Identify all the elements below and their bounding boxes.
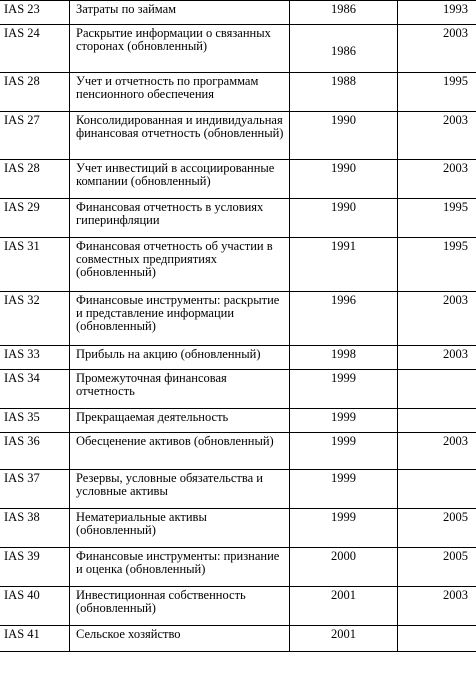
table-row [0,199,476,238]
title-cell: Резервы, условные обязательства и условные активы [70,470,290,509]
table-row [0,238,476,292]
title-cell: Прекращаемая деятельность [70,409,290,433]
year-revised-cell: 2003 [398,25,476,73]
std-cell: IAS 24 [0,25,70,73]
year-issued-cell: 1999 [290,470,398,509]
table-row [0,433,476,470]
year-revised-cell: 1995 [398,238,476,292]
year-issued-cell: 1986 [290,25,398,73]
table-row [0,1,476,25]
title-cell: Затраты по займам [70,1,290,25]
std-cell: IAS 27 [0,112,70,160]
std-cell: IAS 38 [0,509,70,548]
table-row [0,25,476,73]
title-cell: Финансовая отчетность об участии в совместных предприятиях (обновленный) [70,238,290,292]
std-cell: IAS 29 [0,199,70,238]
year-issued-cell: 1986 [290,1,398,25]
year-revised-cell [398,370,476,409]
year-revised-cell: 2005 [398,548,476,587]
table-row [0,409,476,433]
year-revised-cell: 2003 [398,160,476,199]
std-cell: IAS 34 [0,370,70,409]
title-cell: Промежуточная финансовая отчетность [70,370,290,409]
title-cell: Сельское хозяйство [70,626,290,652]
title-cell: Финансовые инструменты: раскрытие и представление информации (обновленный) [70,292,290,346]
title-cell: Инвестиционная собственность (обновленный) [70,587,290,626]
std-cell: IAS 32 [0,292,70,346]
year-issued-cell: 1999 [290,509,398,548]
title-cell: Учет инвестиций в ассоциированные компании (обновленный) [70,160,290,199]
table-row [0,626,476,652]
std-cell: IAS 35 [0,409,70,433]
title-cell: Финансовая отчетность в условиях гиперинфляции [70,199,290,238]
std-cell: IAS 37 [0,470,70,509]
year-issued-cell: 1999 [290,370,398,409]
std-cell: IAS 39 [0,548,70,587]
year-revised-cell: 1993 [398,1,476,25]
title-cell: Консолидированная и индивидуальная финансовая отчетность (обновленный) [70,112,290,160]
table-row [0,587,476,626]
year-revised-cell: 2005 [398,509,476,548]
table-row [0,346,476,370]
year-issued-cell: 1990 [290,160,398,199]
title-cell: Раскрытие информации о связанных сторонах (обновленный) [70,25,290,73]
std-cell: IAS 31 [0,238,70,292]
year-revised-cell: 1995 [398,199,476,238]
table-row [0,548,476,587]
year-issued-cell: 1999 [290,409,398,433]
year-issued-cell: 1998 [290,346,398,370]
title-cell: Учет и отчетность по программам пенсионного обеспечения [70,73,290,112]
title-cell: Нематериальные активы (обновленный) [70,509,290,548]
year-issued-cell: 1991 [290,238,398,292]
table-row [0,509,476,548]
std-cell: IAS 23 [0,1,70,25]
table-row [0,160,476,199]
standards-table-body [0,1,476,652]
table-row [0,370,476,409]
year-issued-cell: 2000 [290,548,398,587]
std-cell: IAS 40 [0,587,70,626]
table-row [0,73,476,112]
title-cell: Финансовые инструменты: признание и оценка (обновленный) [70,548,290,587]
table-row [0,292,476,346]
std-cell: IAS 33 [0,346,70,370]
title-cell: Прибыль на акцию (обновленный) [70,346,290,370]
table-row [0,470,476,509]
title-cell: Обесценение активов (обновленный) [70,433,290,470]
year-revised-cell: 2003 [398,346,476,370]
year-revised-cell: 2003 [398,433,476,470]
year-issued-cell: 1988 [290,73,398,112]
year-revised-cell [398,470,476,509]
year-revised-cell [398,626,476,652]
table-row [0,112,476,160]
year-revised-cell: 1995 [398,73,476,112]
year-revised-cell: 2003 [398,112,476,160]
std-cell: IAS 36 [0,433,70,470]
year-issued-cell: 1990 [290,112,398,160]
std-cell: IAS 28 [0,73,70,112]
year-issued-cell: 1996 [290,292,398,346]
year-issued-cell: 2001 [290,626,398,652]
year-issued-cell: 2001 [290,587,398,626]
year-revised-cell: 2003 [398,587,476,626]
year-issued-cell: 1999 [290,433,398,470]
std-cell: IAS 41 [0,626,70,652]
year-revised-cell [398,409,476,433]
std-cell: IAS 28 [0,160,70,199]
year-revised-cell: 2003 [398,292,476,346]
year-issued-cell: 1990 [290,199,398,238]
